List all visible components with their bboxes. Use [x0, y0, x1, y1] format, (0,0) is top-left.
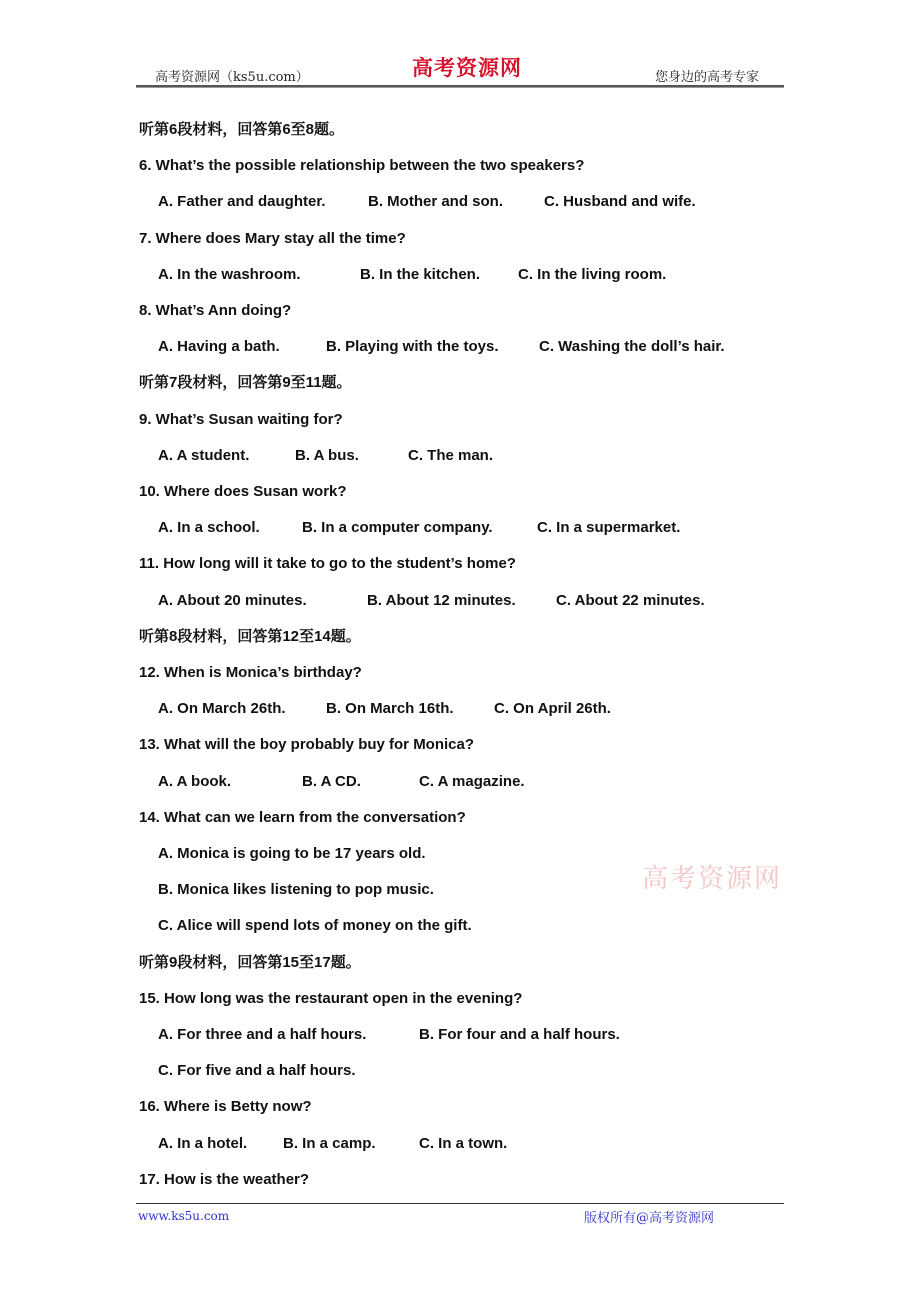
answer-option: C. In the living room. [518, 265, 667, 283]
header-logo: 高考资源网 [412, 55, 522, 80]
header-divider [136, 85, 784, 88]
answer-option: A. Father and daughter. [158, 193, 326, 211]
answer-option: A. In the washroom. [158, 265, 301, 283]
answer-option: A. A book. [158, 772, 232, 790]
question-text: 7. Where does Mary stay all the time? [139, 229, 406, 247]
question-text: 9. What’s Susan waiting for? [139, 410, 343, 428]
question-text: 11. How long will it take to go to the student’s home? [139, 555, 516, 573]
answer-option: B. For four and a half hours. [419, 1026, 620, 1043]
answer-option: B. In the kitchen. [360, 265, 481, 283]
footer-link[interactable]: www.ks5u.com [138, 1209, 230, 1223]
answer-option: B. In a camp. [283, 1134, 376, 1152]
answer-option: B. About 12 minutes. [367, 591, 516, 609]
answer-option: C. On April 26th. [494, 700, 611, 718]
answer-option: C. The man. [408, 446, 494, 464]
answer-option: A. Monica is going to be 17 years old. [158, 845, 426, 862]
section-heading: 听第8段材料，回答第12至14题。 [139, 627, 361, 645]
question-text: 15. How long was the restaurant open in the evening? [139, 989, 523, 1007]
answer-option: B. On March 16th. [326, 700, 454, 718]
answer-option: B. A CD. [302, 772, 361, 790]
answer-option: C. In a supermarket. [537, 519, 681, 537]
question-text: 13. What will the boy probably buy for Monica? [139, 736, 475, 754]
section-heading: 听第7段材料，回答第9至11题。 [139, 374, 352, 392]
answer-option: A. In a hotel. [158, 1134, 248, 1152]
watermark: 高考资源网 [642, 864, 783, 894]
answer-option: B. A bus. [295, 446, 359, 464]
answer-option: A. About 20 minutes. [158, 591, 307, 609]
answer-option: B. Playing with the toys. [326, 338, 499, 356]
question-text: 6. What’s the possible relationship between the two speakers? [139, 157, 585, 175]
footer-copyright: 版权所有@高考资源网 [584, 1211, 715, 1226]
question-text: 14. What can we learn from the conversation? [139, 808, 466, 826]
header-slogan: 您身边的高考专家 [655, 70, 760, 85]
section-heading: 听第9段材料，回答第15至17题。 [139, 953, 361, 971]
header-site-name: 高考资源网（ks5u.com） [155, 70, 309, 85]
answer-option: B. Monica likes listening to pop music. [158, 881, 434, 899]
answer-option: C. About 22 minutes. [556, 591, 705, 609]
answer-option: A. Having a bath. [158, 338, 280, 356]
answer-option: B. Mother and son. [368, 193, 503, 211]
answer-option: B. In a computer company. [302, 519, 493, 537]
section-heading: 听第6段材料，回答第6至8题。 [139, 121, 345, 138]
question-text: 8. What’s Ann doing? [139, 302, 292, 319]
answer-option: C. Husband and wife. [544, 193, 696, 211]
footer-divider [136, 1203, 784, 1204]
answer-option: A. In a school. [158, 519, 260, 537]
answer-option: C. In a town. [419, 1134, 508, 1152]
question-text: 12. When is Monica’s birthday? [139, 664, 362, 681]
answer-option: C. Washing the doll’s hair. [539, 338, 725, 356]
question-text: 10. Where does Susan work? [139, 483, 347, 500]
answer-option: C. For five and a half hours. [158, 1062, 356, 1080]
answer-option: A. For three and a half hours. [158, 1026, 367, 1043]
answer-option: C. A magazine. [419, 772, 525, 790]
question-text: 16. Where is Betty now? [139, 1098, 312, 1116]
answer-option: A. A student. [158, 446, 250, 464]
answer-option: C. Alice will spend lots of money on the gift. [158, 917, 472, 935]
question-text: 17. How is the weather? [139, 1170, 310, 1188]
answer-option: A. On March 26th. [158, 700, 286, 718]
